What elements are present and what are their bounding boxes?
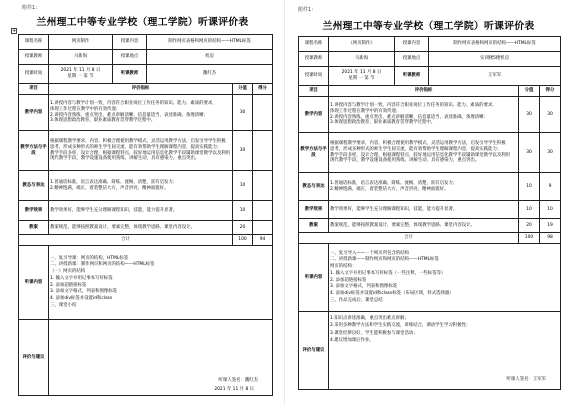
row-score: 10 <box>233 201 253 221</box>
topic-value: 制作网页表格和网页的结构——HTML标签 <box>429 37 561 52</box>
evaluation-line: 2.采用多种教学方法和学生实践交流，讲练结合，调动学生学习积极性； <box>330 323 471 329</box>
criteria-line: 教案规范，能够按照教案设计，要素完整，体现教学思路、课堂内容设计。 <box>330 222 475 228</box>
row-item-label: 教学方法与手段 <box>299 133 329 173</box>
content-line: 2. 添加超链接标签 <box>50 282 87 288</box>
content-line: 三、课堂小结 <box>50 302 77 308</box>
content-line: 二、讲授新课：制作网页和网页的结构——HTML标签 <box>50 262 155 268</box>
got-header: 得分 <box>540 86 561 97</box>
evaluation-box <box>49 320 273 396</box>
criteria-line: 教学手段多样，设计合理，根据课程特点，较好地运用信息化教学手段辅助课堂教学以及利用 <box>330 152 511 158</box>
content-line: 3. 添加文字格式，列表和图像标签 <box>330 284 398 290</box>
total-score: 100 <box>519 233 540 244</box>
content-line: 4. 添加div标签并设置id和class标签（布局区域，样式选择器） <box>330 290 454 296</box>
criteria-line: 思考，形成多种形式的师生学生间交流，能有效帮助学生理解课程内容，提高实践能力； <box>330 146 502 152</box>
row-item-label: 教学效果 <box>19 201 49 221</box>
evaluation-label: 评价与建议 <box>299 312 329 390</box>
evaluation-line: 3.课堂纪律良好，学生能积极参与课堂活动； <box>330 330 418 336</box>
criteria-line: 教学效果好，能够学生充分理解课程知识，技能，能力提升显著。 <box>330 206 458 212</box>
teacher-label: 授课教师 <box>19 50 49 65</box>
teacher-label: 授课教师 <box>299 52 329 67</box>
row-score: 10 <box>519 201 540 219</box>
row-score: 30 <box>233 95 253 131</box>
row-got: 30 <box>540 97 561 133</box>
time-value <box>329 67 395 86</box>
score-header: 分值 <box>233 84 253 95</box>
criteria-line: 教案规范，能够按照教案设计，要素完整，体现教学思路、课堂内容设计。 <box>50 224 195 230</box>
content-line: 二、讲授新课——制作网页和网页的结构——HTML标签 <box>330 257 439 263</box>
row-item-label: 教学效果 <box>299 201 329 219</box>
total-score: 100 <box>233 235 253 246</box>
time-period: 星期 一 第 节 <box>67 74 94 79</box>
teacher-value: 马新海 <box>329 52 395 67</box>
evaluation-line: 1.知识点讲述准确，重点突出难点讲解； <box>330 316 409 321</box>
row-item-label: 教学内容 <box>19 95 49 131</box>
row-got: 19 <box>540 219 561 233</box>
total-label: 合计 <box>299 233 519 244</box>
content-line: 3. 添加文字格式，列表和图像标签 <box>50 289 118 295</box>
row-score: 30 <box>519 133 540 173</box>
criteria-line: 现代教学手段，教学设施设备使用熟练，讲解生动，具有感染力，重点突出。 <box>50 156 200 162</box>
row-score: 10 <box>519 173 540 201</box>
criteria-line: 3.体现思想政治教育，职业素质教育贯穿教学过程中。 <box>330 120 436 126</box>
content-line: 4. 添加div标签并设置id和class <box>50 295 113 301</box>
criteria-line: 根据课程教学要求，内容，积极合理使用教学模式，灵活运用教学方法，启发引导学生积极 <box>330 141 506 147</box>
criteria-line: 2.精神饱满，端庄，着装整洁大方，声音洪亮，精神面貌好。 <box>330 186 449 192</box>
row-score: 20 <box>233 221 253 235</box>
document-title: 兰州理工中等专业学校（理工学院）听课评价表 <box>322 21 535 32</box>
row-score: 30 <box>519 97 540 133</box>
content-line: 网页的结构： <box>330 264 357 270</box>
time-date: 2021 年 11 月 8 日 <box>60 68 101 74</box>
criteria-line: 现代教学手段，教学设施设备使用熟练，讲解生动，具有感染力，重点突出。 <box>330 158 480 164</box>
annex-label: 附件1： <box>22 5 41 11</box>
class-content-label: 听课内容 <box>299 244 329 312</box>
evaluation-line: 4.建议增加课后作业。 <box>330 338 374 344</box>
row-criteria <box>49 171 233 201</box>
criteria-line: 1.讲授内容与教学计划一致，内容符合职业岗位工作任务的知识、能力、素质的要求， <box>50 101 217 107</box>
observer-value: 王军军 <box>429 67 561 86</box>
row-score: 10 <box>233 171 253 201</box>
row-score: 30 <box>233 131 253 171</box>
class-content <box>49 246 273 320</box>
row-criteria <box>329 133 519 173</box>
sign-date: 2021 年 11 月 8 日 <box>214 387 255 393</box>
signature: 听课人签名：王军军 <box>506 376 547 382</box>
row-criteria <box>49 131 233 171</box>
location-value: 实训楼5楼机房 <box>429 52 561 67</box>
row-item-label: 教学方法与手段 <box>19 131 49 171</box>
row-item-label: 教案 <box>19 221 49 235</box>
got-header: 得分 <box>253 84 273 95</box>
row-item-label: 教态与表达 <box>19 171 49 201</box>
location-label: 授课地点 <box>113 50 147 65</box>
time-date: 2021 年 11 月 8 日 <box>341 70 382 76</box>
criteria-line: 2.讲授内容熟练，重点突出，难点讲解清晰，信息量适当，表述准确，条理清晰； <box>330 114 488 120</box>
row-item-label: 教学内容 <box>299 97 329 133</box>
row-criteria <box>329 97 519 133</box>
evaluation-box <box>329 312 561 390</box>
course-label: 课程名称 <box>19 35 49 50</box>
total-got: 94 <box>253 235 273 246</box>
criteria-line: 教学手段多样，设计合理，根据课程特点，较好地运用信息化教学手段辅助课堂教学以及利用 <box>50 150 231 156</box>
topic-value: 制作网页表格和网页的结构——HTML标签 <box>147 35 273 50</box>
content-line: 一、复习导入——一个网页所包含的结构 <box>330 250 410 256</box>
time-value <box>49 65 113 84</box>
content-line: 一、复习导课：网页的结构，HTML标签 <box>50 255 129 261</box>
location-label: 授课地点 <box>395 52 429 67</box>
criteria-header: 评价指标 <box>49 84 233 95</box>
table-move-handle-icon[interactable]: + <box>12 28 17 34</box>
signature: 听课人签名：魏红杰 <box>218 378 259 384</box>
total-label: 合计 <box>19 235 233 246</box>
content-line: 1. 输入文字并用记事本写好标签 <box>50 275 113 281</box>
row-got: 9 <box>540 173 561 201</box>
row-got <box>253 171 273 201</box>
criteria-line: 2.精神饱满，端庄，着装整洁大方，声音洪亮，精神面貌好。 <box>50 185 169 191</box>
item-header: 项目 <box>299 86 329 97</box>
observer-label: 听课教师 <box>395 67 429 86</box>
teacher-value: 马新海 <box>49 50 113 65</box>
evaluation-table <box>18 34 273 396</box>
row-criteria <box>329 173 519 201</box>
row-item-label: 教案 <box>299 219 329 233</box>
item-header: 项目 <box>19 84 49 95</box>
criteria-line: 思考，形成多种形式的师生学生间交流，能有效帮助学生理解课程内容，提高实践能力； <box>50 144 222 150</box>
row-criteria <box>49 201 233 221</box>
row-criteria <box>329 219 519 233</box>
criteria-line: 根据课程教学要求，内容，积极合理使用教学模式，灵活运用教学方法，启发引导学生积极 <box>50 139 226 145</box>
class-content-label: 听课内容 <box>19 246 49 320</box>
criteria-line: 教学效果好，能够学生充分理解课程知识，技能，能力提升显著。 <box>50 207 178 213</box>
content-line: 三、作品完成后，课堂总结 <box>330 297 383 303</box>
row-item-label: 教态与表达 <box>299 173 329 201</box>
page-divider <box>284 0 285 404</box>
row-got: 30 <box>540 133 561 173</box>
time-period: 星期 一 第 节 <box>348 76 375 81</box>
time-label: 授课时间 <box>299 67 329 86</box>
criteria-line: 3.体现思想政治教育，职业素质教育贯穿教学过程中。 <box>50 118 156 124</box>
time-label: 授课时间 <box>19 65 49 84</box>
content-line: 1. 输入文字并用记事本写好标签（一些注释，一些标签等） <box>330 270 446 276</box>
criteria-line: 1.讲授内容与教学计划一致，内容符合职业岗位工作任务的知识、能力、素质的要求， <box>330 103 497 109</box>
score-header: 分值 <box>519 86 540 97</box>
row-got <box>253 201 273 221</box>
document-title: 兰州理工中等专业学校（理工学院）听课评价表 <box>36 17 249 28</box>
criteria-line: 体现工作过程在教学中的有效传递； <box>50 106 121 112</box>
row-score: 20 <box>519 219 540 233</box>
observer-label: 听课教师 <box>113 65 147 84</box>
row-criteria <box>49 221 233 235</box>
row-got: 10 <box>540 201 561 219</box>
total-got: 98 <box>540 233 561 244</box>
row-got <box>253 95 273 131</box>
topic-label: 授课内容 <box>113 35 147 50</box>
row-got <box>253 221 273 235</box>
content-line: 2. 添加超链接标签 <box>330 277 367 283</box>
criteria-line: 1.普通话标准，语言表达准确、简练、流畅、清楚，富有启发力； <box>330 180 458 186</box>
topic-label: 授课内容 <box>395 37 429 52</box>
evaluation-table <box>298 36 561 390</box>
row-criteria <box>329 201 519 219</box>
criteria-line: 体现工作过程在教学中的有效传递； <box>330 108 401 114</box>
location-value: 机房 <box>147 50 273 65</box>
evaluation-label: 评价与建议 <box>19 320 49 396</box>
document-page-right <box>286 0 571 404</box>
class-content <box>329 244 561 312</box>
annex-label: 附件1： <box>298 7 317 13</box>
observer-value: 魏红杰 <box>147 65 273 84</box>
criteria-line: 2.讲授内容熟练，重点突出，难点讲解清晰，信息量适当，表述准确，条理清晰； <box>50 112 208 118</box>
course-value: 网页制作 <box>49 35 113 50</box>
document-page-left <box>0 0 285 404</box>
course-label: 课程名称 <box>299 37 329 52</box>
course-value: 《网页制作》 <box>329 37 395 52</box>
row-criteria <box>49 95 233 131</box>
row-got <box>253 131 273 171</box>
criteria-header: 评价指标 <box>329 86 519 97</box>
content-line: （一）网页的结构 <box>50 269 86 275</box>
criteria-line: 1.普通话标准，语言表达准确、简练、流畅、清楚，富有启发力； <box>50 179 178 185</box>
